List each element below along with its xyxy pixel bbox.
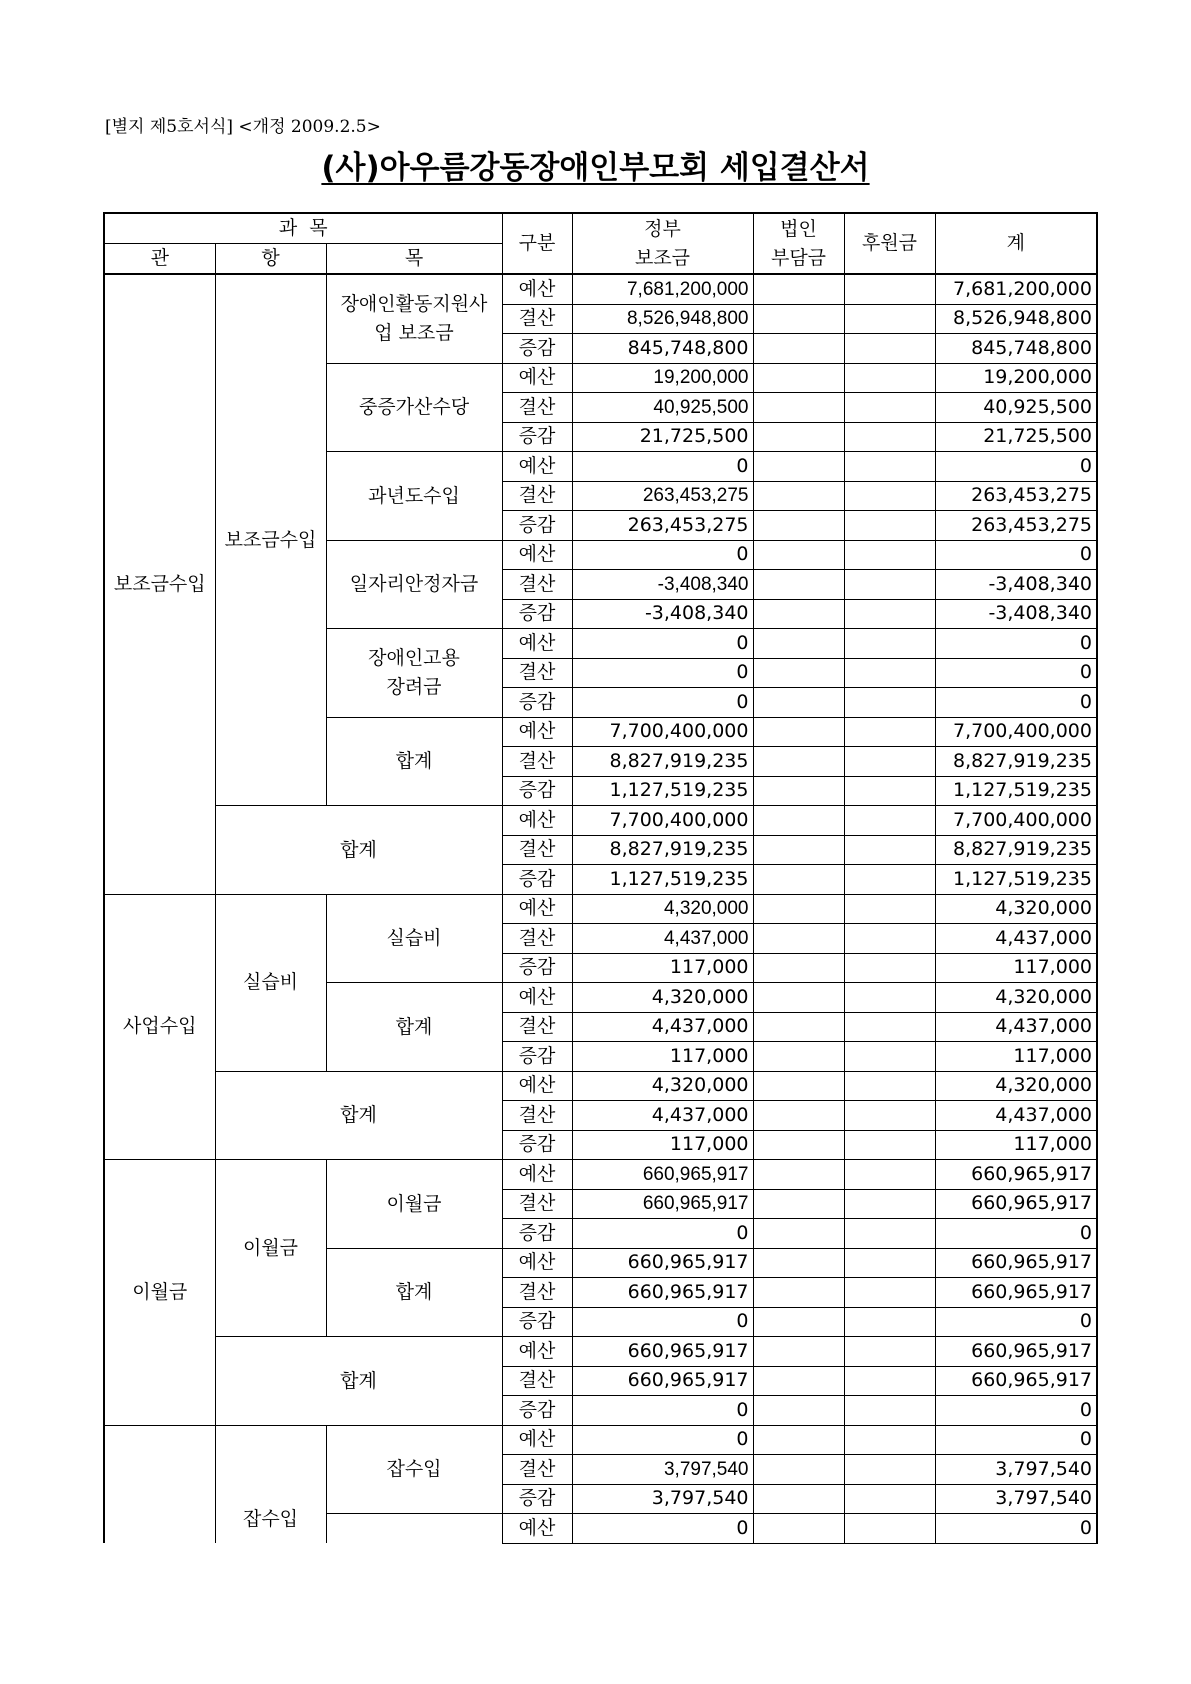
header-gubun: 구분 — [502, 213, 572, 274]
total-value: 117,000 — [935, 1130, 1097, 1160]
total-value: 7,700,400,000 — [935, 717, 1097, 747]
total-value: 8,827,919,235 — [935, 835, 1097, 865]
row-label-settle: 결산 — [502, 1278, 572, 1308]
row-label-diff: 증감 — [502, 334, 572, 364]
donation-value — [844, 274, 935, 304]
corp-burden-value — [753, 1042, 844, 1072]
donation-value — [844, 806, 935, 836]
gov-subsidy-value: -3,408,340 — [572, 570, 753, 600]
corp-burden-value — [753, 481, 844, 511]
row-label-diff: 증감 — [502, 1484, 572, 1514]
row-label-budget: 예산 — [502, 452, 572, 482]
row-label-settle: 결산 — [502, 924, 572, 954]
corp-burden-value — [753, 452, 844, 482]
row-label-diff: 증감 — [502, 1130, 572, 1160]
donation-value — [844, 422, 935, 452]
gwan-misc-income — [104, 1425, 215, 1543]
row-label-budget: 예산 — [502, 894, 572, 924]
total-value: 4,437,000 — [935, 924, 1097, 954]
corp-burden-value — [753, 953, 844, 983]
gov-subsidy-value: 660,965,917 — [572, 1160, 753, 1190]
gov-subsidy-value: 4,437,000 — [572, 924, 753, 954]
corp-burden-value — [753, 599, 844, 629]
gov-subsidy-value: 7,700,400,000 — [572, 717, 753, 747]
donation-value — [844, 1396, 935, 1426]
row-label-settle: 결산 — [502, 393, 572, 423]
corp-burden-value — [753, 1130, 844, 1160]
donation-value — [844, 1455, 935, 1485]
row-label-budget: 예산 — [502, 274, 572, 304]
corp-burden-value — [753, 924, 844, 954]
mok-subtotal: 합계 — [326, 983, 502, 1072]
gov-subsidy-value: 660,965,917 — [572, 1189, 753, 1219]
total-value: 0 — [935, 540, 1097, 570]
donation-value — [844, 717, 935, 747]
corp-burden-value — [753, 1189, 844, 1219]
row-label-settle: 결산 — [502, 658, 572, 688]
total-value: 660,965,917 — [935, 1337, 1097, 1367]
gov-subsidy-value: 3,797,540 — [572, 1455, 753, 1485]
total-value: -3,408,340 — [935, 599, 1097, 629]
total-value: 660,965,917 — [935, 1366, 1097, 1396]
total-value: 4,320,000 — [935, 894, 1097, 924]
row-label-settle: 결산 — [502, 1101, 572, 1131]
donation-value — [844, 1042, 935, 1072]
mok-subtotal: 합계 — [326, 717, 502, 806]
gov-subsidy-value: 660,965,917 — [572, 1248, 753, 1278]
table-row — [104, 274, 1097, 304]
row-label-diff: 증감 — [502, 511, 572, 541]
total-value: 1,127,519,235 — [935, 865, 1097, 895]
hang-subtotal: 합계 — [215, 806, 502, 895]
donation-value — [844, 540, 935, 570]
mok-subtotal: 합계 — [326, 1248, 502, 1337]
row-label-budget: 예산 — [502, 1160, 572, 1190]
row-label-diff: 증감 — [502, 865, 572, 895]
hang-carryover: 이월금 — [215, 1160, 326, 1337]
row-label-budget: 예산 — [502, 1514, 572, 1544]
gov-subsidy-value: 1,127,519,235 — [572, 865, 753, 895]
corp-burden-value — [753, 1248, 844, 1278]
gov-subsidy-value: 0 — [572, 540, 753, 570]
total-value: 0 — [935, 1219, 1097, 1249]
row-label-budget: 예산 — [502, 1248, 572, 1278]
total-value: -3,408,340 — [935, 570, 1097, 600]
corp-burden-value — [753, 1396, 844, 1426]
mok-activity-support-subsidy: 장애인활동지원사업 보조금 — [326, 274, 502, 363]
header-gwamok: 과 목 — [104, 213, 502, 244]
corp-burden-value — [753, 983, 844, 1013]
row-label-settle: 결산 — [502, 304, 572, 334]
gov-subsidy-value: -3,408,340 — [572, 599, 753, 629]
donation-value — [844, 865, 935, 895]
hang-misc-income: 잡수입 — [215, 1425, 326, 1543]
gov-subsidy-value: 0 — [572, 1514, 753, 1544]
total-value: 845,748,800 — [935, 334, 1097, 364]
corp-burden-value — [753, 1307, 844, 1337]
revenue-settlement-table — [103, 212, 1098, 1544]
table-row — [104, 1337, 1097, 1367]
row-label-budget: 예산 — [502, 806, 572, 836]
corp-burden-value — [753, 334, 844, 364]
mok-continued — [326, 1514, 502, 1544]
row-label-budget: 예산 — [502, 540, 572, 570]
gov-subsidy-value: 0 — [572, 1307, 753, 1337]
donation-value — [844, 983, 935, 1013]
header-row-1 — [104, 213, 1097, 244]
total-value: 0 — [935, 1396, 1097, 1426]
total-value: 0 — [935, 1307, 1097, 1337]
total-value: 117,000 — [935, 953, 1097, 983]
corp-burden-value — [753, 747, 844, 777]
donation-value — [844, 1248, 935, 1278]
gov-subsidy-value: 4,320,000 — [572, 894, 753, 924]
corp-burden-value — [753, 1278, 844, 1308]
document-title: (사)아우름강동장애인부모회 세입결산서 — [321, 150, 870, 186]
donation-value — [844, 334, 935, 364]
donation-value — [844, 1101, 935, 1131]
gov-subsidy-value: 263,453,275 — [572, 511, 753, 541]
donation-value — [844, 1160, 935, 1190]
gov-subsidy-value: 0 — [572, 658, 753, 688]
row-label-diff: 증감 — [502, 599, 572, 629]
mok-misc-income: 잡수입 — [326, 1425, 502, 1514]
total-value: 7,700,400,000 — [935, 806, 1097, 836]
total-value: 0 — [935, 658, 1097, 688]
row-label-budget: 예산 — [502, 983, 572, 1013]
corp-burden-value — [753, 658, 844, 688]
gov-subsidy-value: 40,925,500 — [572, 393, 753, 423]
total-value: 0 — [935, 688, 1097, 718]
total-value: 660,965,917 — [935, 1160, 1097, 1190]
gwan-subsidy-income: 보조금수입 — [104, 274, 215, 894]
donation-value — [844, 304, 935, 334]
donation-value — [844, 452, 935, 482]
total-value: 4,320,000 — [935, 1071, 1097, 1101]
donation-value — [844, 1278, 935, 1308]
total-value: 19,200,000 — [935, 363, 1097, 393]
donation-value — [844, 776, 935, 806]
table-row — [104, 1425, 1097, 1455]
donation-value — [844, 1012, 935, 1042]
corp-burden-value — [753, 1366, 844, 1396]
donation-value — [844, 658, 935, 688]
header-hang: 항 — [215, 244, 326, 275]
total-value: 660,965,917 — [935, 1248, 1097, 1278]
corp-burden-value — [753, 511, 844, 541]
row-label-budget: 예산 — [502, 717, 572, 747]
gwan-business-income: 사업수입 — [104, 894, 215, 1160]
donation-value — [844, 570, 935, 600]
table-row — [104, 1160, 1097, 1190]
corp-burden-value — [753, 1101, 844, 1131]
row-label-settle: 결산 — [502, 570, 572, 600]
corp-burden-value — [753, 422, 844, 452]
total-value: 3,797,540 — [935, 1455, 1097, 1485]
row-label-settle: 결산 — [502, 481, 572, 511]
header-mok: 목 — [326, 244, 502, 275]
gov-subsidy-value: 263,453,275 — [572, 481, 753, 511]
gov-subsidy-value: 8,827,919,235 — [572, 747, 753, 777]
corp-burden-value — [753, 363, 844, 393]
gov-subsidy-value: 4,320,000 — [572, 1071, 753, 1101]
donation-value — [844, 1219, 935, 1249]
mok-severe-allowance: 중증가산수당 — [326, 363, 502, 452]
corp-burden-value — [753, 304, 844, 334]
corp-burden-value — [753, 806, 844, 836]
donation-value — [844, 481, 935, 511]
corp-burden-value — [753, 393, 844, 423]
donation-value — [844, 1484, 935, 1514]
mok-job-stability-fund: 일자리안정자금 — [326, 540, 502, 629]
gov-subsidy-value: 117,000 — [572, 953, 753, 983]
gov-subsidy-value: 0 — [572, 1396, 753, 1426]
corp-burden-value — [753, 1455, 844, 1485]
donation-value — [844, 1130, 935, 1160]
hang-subsidy-income: 보조금수입 — [215, 274, 326, 806]
gov-subsidy-value: 4,437,000 — [572, 1101, 753, 1131]
total-value: 40,925,500 — [935, 393, 1097, 423]
row-label-settle: 결산 — [502, 835, 572, 865]
row-label-diff: 증감 — [502, 776, 572, 806]
corp-burden-value — [753, 894, 844, 924]
total-value: 4,320,000 — [935, 983, 1097, 1013]
donation-value — [844, 629, 935, 659]
gov-subsidy-value: 0 — [572, 1425, 753, 1455]
donation-value — [844, 894, 935, 924]
total-value: 21,725,500 — [935, 422, 1097, 452]
donation-value — [844, 1337, 935, 1367]
corp-burden-value — [753, 1425, 844, 1455]
corp-burden-value — [753, 835, 844, 865]
total-value: 3,797,540 — [935, 1484, 1097, 1514]
total-value: 660,965,917 — [935, 1189, 1097, 1219]
row-label-diff: 증감 — [502, 1219, 572, 1249]
gov-subsidy-value: 0 — [572, 629, 753, 659]
hang-practicum-fee: 실습비 — [215, 894, 326, 1071]
gov-subsidy-value: 4,320,000 — [572, 983, 753, 1013]
corp-burden-value — [753, 274, 844, 304]
row-label-budget: 예산 — [502, 629, 572, 659]
row-label-diff: 증감 — [502, 1307, 572, 1337]
table-row — [104, 1071, 1097, 1101]
donation-value — [844, 747, 935, 777]
donation-value — [844, 1071, 935, 1101]
donation-value — [844, 511, 935, 541]
gov-subsidy-value: 0 — [572, 452, 753, 482]
row-label-settle: 결산 — [502, 1455, 572, 1485]
corp-burden-value — [753, 865, 844, 895]
donation-value — [844, 1189, 935, 1219]
gov-subsidy-value: 1,127,519,235 — [572, 776, 753, 806]
hang-subtotal: 합계 — [215, 1071, 502, 1160]
gov-subsidy-value: 0 — [572, 688, 753, 718]
gov-subsidy-value: 117,000 — [572, 1042, 753, 1072]
header-gov-subsidy: 정부 보조금 — [572, 213, 753, 274]
corp-burden-value — [753, 1337, 844, 1367]
total-value: 0 — [935, 1425, 1097, 1455]
gov-subsidy-value: 660,965,917 — [572, 1278, 753, 1308]
total-value: 8,526,948,800 — [935, 304, 1097, 334]
total-value: 0 — [935, 1514, 1097, 1544]
form-number-note: [별지 제5호서식] <개정 2009.2.5> — [105, 117, 381, 137]
corp-burden-value — [753, 1071, 844, 1101]
corp-burden-value — [753, 1160, 844, 1190]
donation-value — [844, 835, 935, 865]
gov-subsidy-value: 660,965,917 — [572, 1337, 753, 1367]
gov-subsidy-value: 0 — [572, 1219, 753, 1249]
mok-employment-incentive: 장애인고용 장려금 — [326, 629, 502, 718]
gov-subsidy-value: 21,725,500 — [572, 422, 753, 452]
row-label-budget: 예산 — [502, 363, 572, 393]
gov-subsidy-value: 845,748,800 — [572, 334, 753, 364]
row-label-diff: 증감 — [502, 1396, 572, 1426]
corp-burden-value — [753, 629, 844, 659]
donation-value — [844, 599, 935, 629]
total-value: 1,127,519,235 — [935, 776, 1097, 806]
gov-subsidy-value: 660,965,917 — [572, 1366, 753, 1396]
header-corp-burden: 법인 부담금 — [753, 213, 844, 274]
mok-carryover: 이월금 — [326, 1160, 502, 1249]
row-label-settle: 결산 — [502, 1189, 572, 1219]
row-label-budget: 예산 — [502, 1425, 572, 1455]
corp-burden-value — [753, 1514, 844, 1544]
gwan-carryover: 이월금 — [104, 1160, 215, 1426]
total-value: 263,453,275 — [935, 511, 1097, 541]
donation-value — [844, 688, 935, 718]
table-row — [104, 806, 1097, 836]
gov-subsidy-value: 3,797,540 — [572, 1484, 753, 1514]
row-label-diff: 증감 — [502, 1042, 572, 1072]
corp-burden-value — [753, 776, 844, 806]
gov-subsidy-value: 19,200,000 — [572, 363, 753, 393]
row-label-settle: 결산 — [502, 1012, 572, 1042]
mok-prior-year-income: 과년도수입 — [326, 452, 502, 541]
gov-subsidy-value: 8,827,919,235 — [572, 835, 753, 865]
total-value: 263,453,275 — [935, 481, 1097, 511]
mok-practicum-fee: 실습비 — [326, 894, 502, 983]
total-value: 0 — [935, 452, 1097, 482]
gov-subsidy-value: 8,526,948,800 — [572, 304, 753, 334]
total-value: 4,437,000 — [935, 1012, 1097, 1042]
gov-subsidy-value: 7,681,200,000 — [572, 274, 753, 304]
corp-burden-value — [753, 540, 844, 570]
gov-subsidy-value: 4,437,000 — [572, 1012, 753, 1042]
row-label-settle: 결산 — [502, 1366, 572, 1396]
total-value: 0 — [935, 629, 1097, 659]
total-value: 660,965,917 — [935, 1278, 1097, 1308]
corp-burden-value — [753, 1219, 844, 1249]
total-value: 8,827,919,235 — [935, 747, 1097, 777]
donation-value — [844, 1425, 935, 1455]
corp-burden-value — [753, 688, 844, 718]
gov-subsidy-value: 117,000 — [572, 1130, 753, 1160]
donation-value — [844, 1366, 935, 1396]
total-value: 7,681,200,000 — [935, 274, 1097, 304]
donation-value — [844, 1307, 935, 1337]
header-donation: 후원금 — [844, 213, 935, 274]
row-label-diff: 증감 — [502, 422, 572, 452]
corp-burden-value — [753, 570, 844, 600]
corp-burden-value — [753, 1012, 844, 1042]
corp-burden-value — [753, 717, 844, 747]
header-total: 계 — [935, 213, 1097, 274]
row-label-settle: 결산 — [502, 747, 572, 777]
row-label-budget: 예산 — [502, 1337, 572, 1367]
donation-value — [844, 393, 935, 423]
donation-value — [844, 1514, 935, 1544]
donation-value — [844, 363, 935, 393]
total-value: 4,437,000 — [935, 1101, 1097, 1131]
row-label-budget: 예산 — [502, 1071, 572, 1101]
gov-subsidy-value: 7,700,400,000 — [572, 806, 753, 836]
row-label-diff: 증감 — [502, 688, 572, 718]
donation-value — [844, 924, 935, 954]
hang-subtotal: 합계 — [215, 1337, 502, 1426]
header-gwan: 관 — [104, 244, 215, 275]
total-value: 117,000 — [935, 1042, 1097, 1072]
donation-value — [844, 953, 935, 983]
table-row — [104, 894, 1097, 924]
row-label-diff: 증감 — [502, 953, 572, 983]
corp-burden-value — [753, 1484, 844, 1514]
